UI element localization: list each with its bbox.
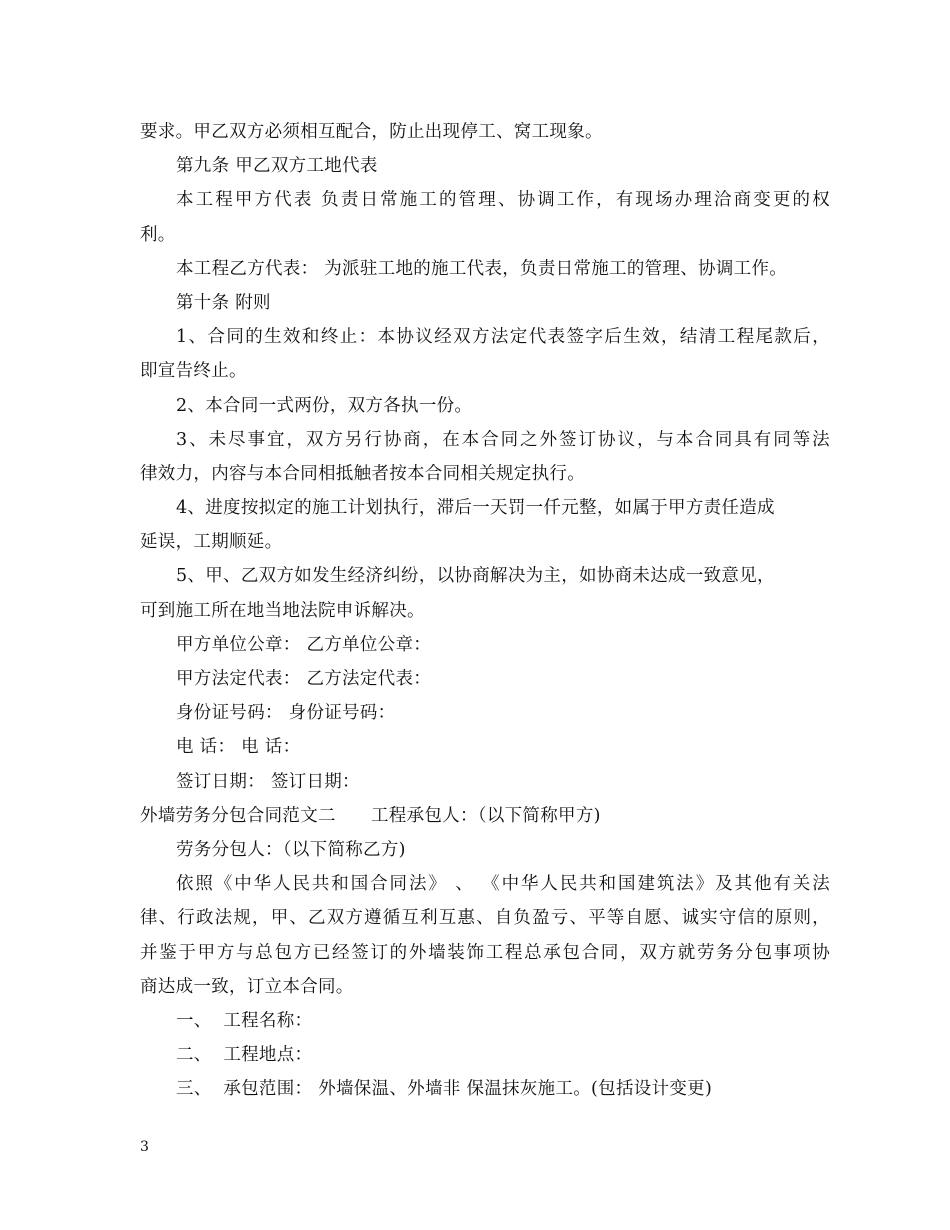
signature-field-line: 电 话： 电 话： — [176, 737, 301, 758]
text-line: 律、行政法规，甲、乙双方遵循互利互惠、自负盈亏、平等自愿、诚实守信的原则， — [140, 908, 830, 929]
numbered-item: 二、 工程地点： — [176, 1045, 313, 1066]
text-line: 依照《中华人民共和国合同法》 、 《中华人民共和国建筑法》及其他有关法 — [176, 874, 830, 895]
text-line: 本工程乙方代表： 为派驻工地的施工代表，负责日常施工的管理、协调工作。 — [176, 258, 788, 279]
text-line: 4、进度按拟定的施工计划执行，滞后一天罚一仟元整，如属于甲方责任造成 — [176, 498, 775, 519]
text-line: 1、合同的生效和终止：本协议经双方法定代表签字后生效，结清工程尾款后， — [176, 327, 830, 348]
text-line: 本工程甲方代表 负责日常施工的管理、协调工作，有现场办理洽商变更的权 — [176, 190, 830, 211]
text-line: 2、本合同一式两份，双方各执一份。 — [176, 395, 473, 416]
text-line: 3、未尽事宜，双方另行协商，在本合同之外签订协议，与本合同具有同等法 — [176, 429, 830, 450]
page-number: 3 — [140, 1139, 149, 1155]
text-line: 延误，工期顺延。 — [140, 532, 283, 553]
signature-field-line: 甲方单位公章： 乙方单位公章： — [176, 634, 432, 655]
text-line: 劳务分包人：（以下简称乙方) — [176, 839, 406, 860]
numbered-item: 一、 工程名称： — [176, 1010, 313, 1031]
signature-field-line: 签订日期： 签订日期： — [176, 771, 360, 792]
text-line: 并鉴于甲方与总包方已经签订的外墙装饰工程总承包合同，双方就劳务分包事项协 — [140, 942, 830, 963]
section-heading: 第十条 附则 — [176, 292, 271, 313]
numbered-item: 三、 承包范围： 外墙保温、外墙非 保温抹灰施工。(包括设计变更) — [176, 1079, 713, 1100]
text-line: 律效力，内容与本合同相抵触者按本合同相关规定执行。 — [140, 463, 585, 484]
text-line: 要求。甲乙双方必须相互配合，防止出现停工、窝工现象。 — [140, 122, 603, 142]
text-line: 即宣告终止。 — [140, 361, 247, 382]
text-line: 商达成一致，订立本合同。 — [140, 976, 354, 997]
signature-field-line: 身份证号码： 身份证号码： — [176, 703, 396, 724]
signature-field-line: 甲方法定代表： 乙方法定代表： — [176, 669, 432, 689]
text-line: 可到施工所在地当地法院申诉解决。 — [140, 600, 425, 621]
text-line: 5、甲、乙双方如发生经济纠纷，以协商解决为主，如协商未达成一致意见， — [176, 566, 775, 587]
document-body — [140, 115, 830, 1106]
contract-title-line: 外墙劳务分包合同范文二 工程承包人：（以下简称甲方) — [140, 805, 601, 826]
section-heading: 第九条 甲乙双方工地代表 — [176, 156, 378, 177]
text-line: 利。 — [140, 224, 176, 245]
